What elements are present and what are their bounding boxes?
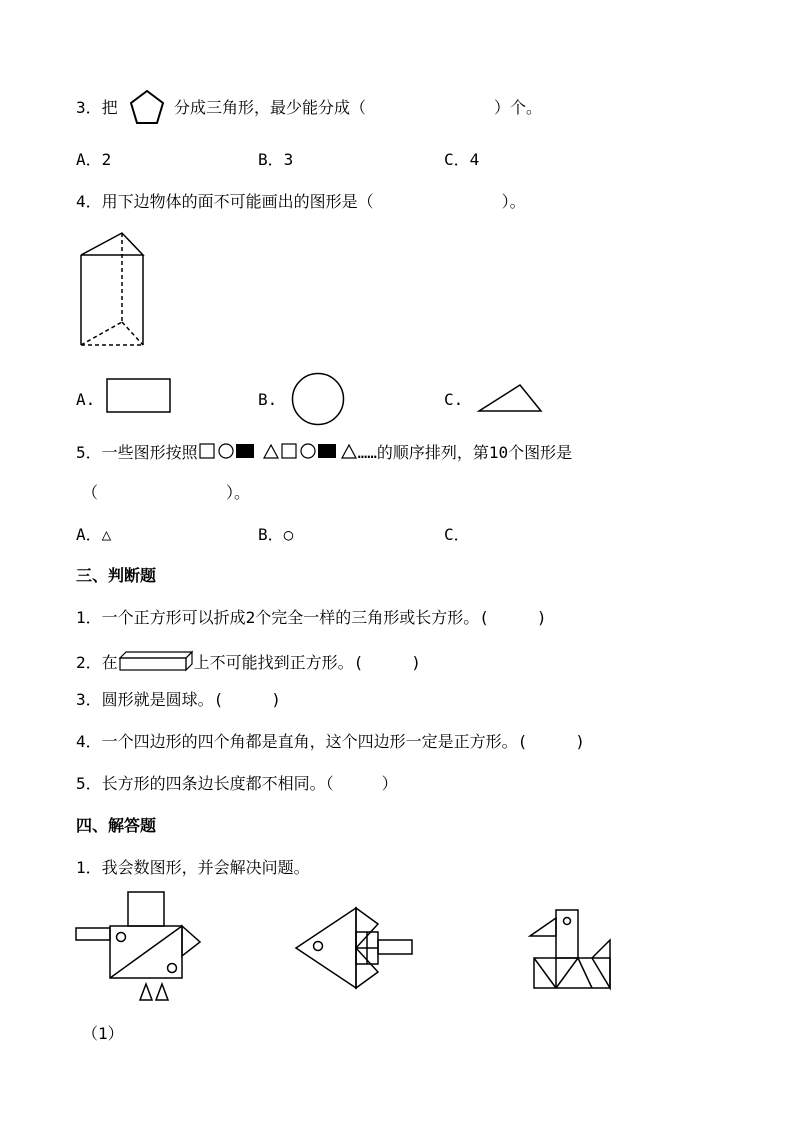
judge-item-2-prefix: 2．在 — [76, 653, 118, 672]
circle-outline-icon — [301, 444, 315, 458]
q5-option-c[interactable]: C． — [444, 525, 470, 544]
shape-sequence — [198, 442, 358, 460]
judge-item-2 — [76, 650, 421, 673]
filled-rectangle-icon — [236, 444, 254, 458]
q3-prefix: 3．把 — [76, 98, 118, 117]
q3-option-b[interactable]: B．3 — [258, 150, 294, 169]
circle-outline-icon — [219, 444, 233, 458]
duck-figure — [526, 906, 618, 992]
q5-option-a[interactable]: A．△ — [76, 525, 112, 544]
judge-item-2-suffix: 上不可能找到正方形。( ) — [193, 653, 421, 672]
q4-option-b-label[interactable]: B. — [258, 390, 278, 409]
q5-option-b[interactable]: B．○ — [258, 525, 294, 544]
q4-option-c-label[interactable]: C. — [444, 390, 464, 409]
judge-item-5: 5．长方形的四条边长度都不相同。（ ） — [76, 774, 398, 793]
triangle-outline-icon — [342, 445, 356, 458]
fish-figure — [294, 906, 416, 992]
q3-question-text: 分成三角形，最少能分成（ ）个。 — [174, 98, 543, 117]
q4-option-a-label[interactable]: A. — [76, 390, 96, 409]
sub-question-1-label: （1） — [82, 1024, 124, 1043]
section-4-title: 四、解答题 — [76, 816, 157, 835]
section-3-title: 三、判断题 — [76, 566, 157, 585]
judge-item-1: 1．一个正方形可以折成2个完全一样的三角形或长方形。( ) — [76, 608, 547, 627]
rectangle-shape — [106, 378, 172, 414]
square-outline-icon — [200, 444, 214, 458]
q5-suffix: ……的顺序排列，第10个图形是 — [357, 443, 573, 462]
q3-option-c[interactable]: C．4 — [444, 150, 480, 169]
answer-item-1: 1．我会数图形，并会解决问题。 — [76, 858, 310, 877]
q5-prefix: 5．一些图形按照 — [76, 443, 198, 462]
circle-shape — [290, 372, 346, 426]
square-outline-icon — [282, 444, 296, 458]
triangle-shape — [476, 382, 544, 414]
triangle-outline-icon — [264, 445, 278, 458]
filled-rectangle-icon — [318, 444, 336, 458]
q4-question-text: 4．用下边物体的面不可能画出的图形是（ ）。 — [76, 192, 526, 211]
judge-item-3: 3．圆形就是圆球。( ) — [76, 690, 281, 709]
pentagon-icon — [128, 88, 166, 126]
bird-figure — [74, 890, 204, 1005]
q5-answer-blank: （ ）。 — [82, 483, 251, 502]
q3-option-a[interactable]: A．2 — [76, 150, 112, 169]
judge-item-4: 4．一个四边形的四个角都是直角，这个四边形一定是正方形。( ) — [76, 732, 585, 751]
triangular-prism-figure — [78, 230, 148, 348]
q5-question-line — [76, 442, 572, 463]
cuboid-figure — [118, 650, 194, 672]
